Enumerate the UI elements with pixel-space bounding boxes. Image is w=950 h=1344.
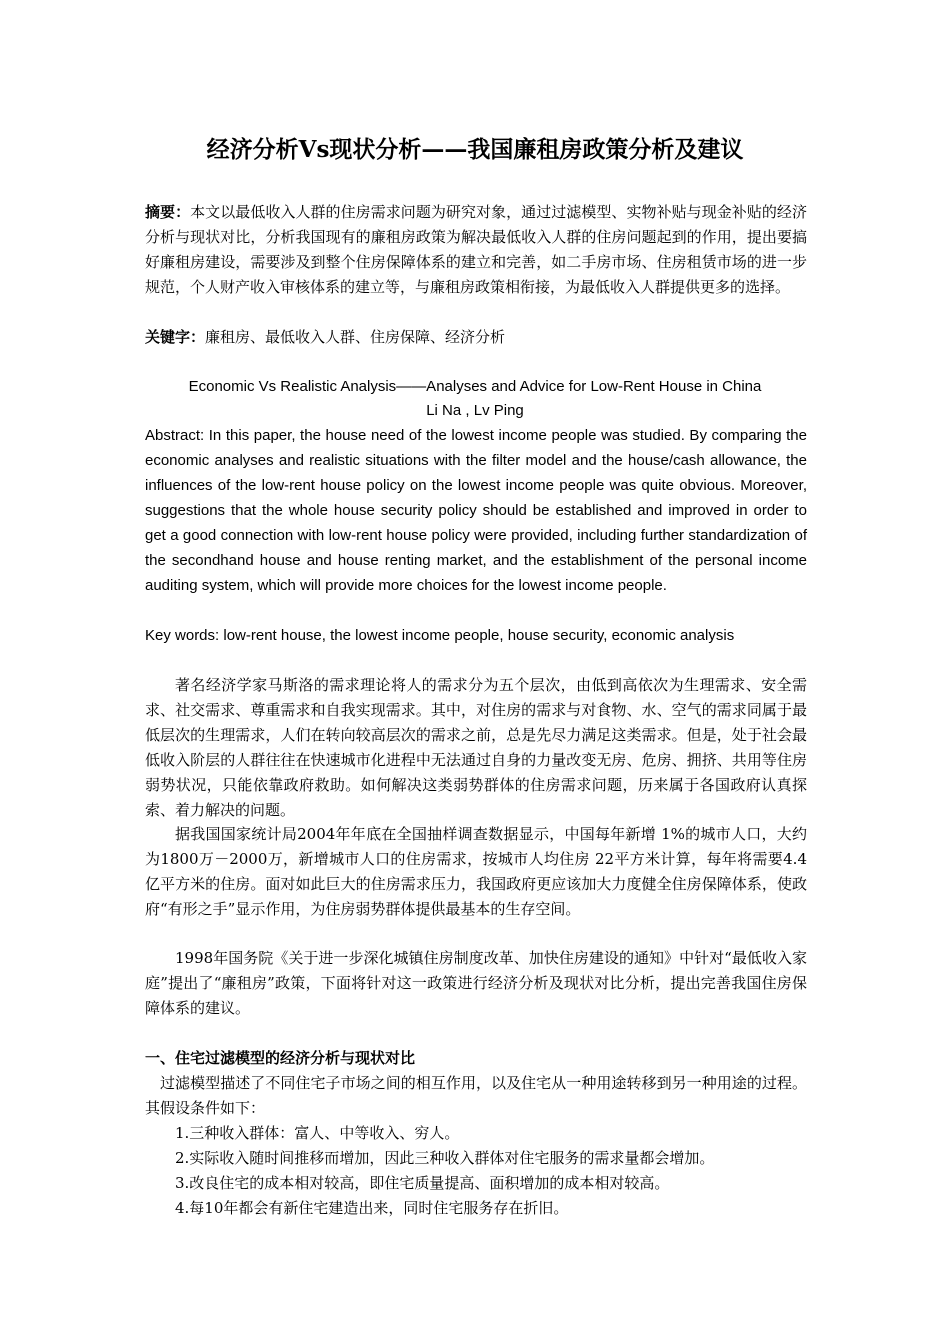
section-1-intro: 过滤模型描述了不同住宅子市场之间的相互作用，以及住宅从一种用途转移到另一种用途的过程。其假设条件如下： — [145, 1074, 807, 1117]
keywords-en — [145, 623, 807, 648]
list-item: 3.改良住宅的成本相对较高，即住宅质量提高、面积增加的成本相对较高。 — [175, 1174, 670, 1192]
authors: Li Na , Lv Ping — [426, 402, 524, 419]
body-paragraph-2: 据我国国家统计局2004年年底在全国抽样调查数据显示，中国每年新增 1%的城市人口，大约为1800万－2000万，新增城市人口的住房需求，按城市人均住房 22平方米计算，每年将需要4.4亿平方米的住房。面对如此巨大的住房需求压力，我国政府更应该加大力度健全住房保障体系，使政府“有形之手”显示作用，为住房弱势群体提供最基本的生存空间。 — [145, 825, 807, 918]
keywords-en-label: Key words: — [145, 627, 220, 644]
list-item: 2.实际收入随时间推移而增加，因此三种收入群体对住宅服务的需求量都会增加。 — [175, 1149, 715, 1167]
section-1-heading: 一、住宅过滤模型的经济分析与现状对比 — [145, 1049, 416, 1067]
keywords-cn-text: 廉租房、最低收入人群、住房保障、经济分析 — [205, 328, 506, 346]
english-title: Economic Vs Realistic Analysis——Analyses and Advice for Low-Rent House in China — [188, 378, 762, 395]
keywords-cn — [145, 325, 807, 350]
abstract-cn — [145, 200, 807, 300]
paper-title: 经济分析Vs现状分析——我国廉租房政策分析及建议 — [206, 136, 744, 163]
abstract-en-label: Abstract: — [145, 427, 205, 444]
keywords-cn-label: 关键字： — [145, 329, 206, 346]
keywords-en-text: low-rent house, the lowest income people, house security, economic analysis — [219, 627, 735, 644]
list-item: 4.每10年都会有新住宅建造出来，同时住宅服务存在折旧。 — [175, 1199, 569, 1217]
body-paragraph-3: 1998年国务院《关于进一步深化城镇住房制度改革、加快住房建设的通知》中针对“最低收入家庭”提出了“廉租房”政策，下面将针对这一政策进行经济分析及现状对比分析，提出完善我国住房保障体系的建议。 — [145, 949, 807, 1017]
body-paragraph-1: 著名经济学家马斯洛的需求理论将人的需求分为五个层次，由低到高依次为生理需求、安全需求、社交需求、尊重需求和自我实现需求。其中，对住房的需求与对食物、水、空气的需求同属于最低层次的生理需求，人们在转向较高层次的需求之前，总是先尽力满足这类需求。但是，处于社会最低收入阶层的人群往往在快速城市化进程中无法通过自身的力量改变无房、危房、拥挤、共用等住房弱势状况，只能依靠政府救助。如何解决这类弱势群体的住房需求问题，历来属于各国政府认真探索、着力解决的问题。 — [145, 676, 807, 819]
abstract-cn-text: 本文以最低收入人群的住房需求问题为研究对象，通过过滤模型、实物补贴与现金补贴的经济分析与现状对比，分析我国现有的廉租房政策为解决最低收入人群的住房问题起到的作用，提出要搞好廉租房建设，需要涉及到整个住房保障体系的建立和完善，如二手房市场、住房租赁市场的进一步规范，个人财产收入审核体系的建立等，与廉租房政策相衔接，为最低收入人群提供更多的选择。 — [145, 203, 807, 296]
abstract-en-text: In this paper, the house need of the lowest income people was studied. By comparing the economic analyses and realistic situations with the filter model and the house/cash allowance, the influences of the low-rent house policy on the lowest income people was quite obvious. Moreover, suggestions that the whole house security policy should be established and improved in order to get a good connection with low-rent house policy were provided, including further standardization of the secondhand house and house renting market, and the establishment of the personal income auditing system, which will provide more choices for the lowest income people. — [145, 427, 807, 594]
abstract-cn-label: 摘要： — [145, 204, 191, 221]
list-item: 1.三种收入群体：富人、中等收入、穷人。 — [175, 1124, 460, 1142]
abstract-en — [145, 423, 807, 598]
